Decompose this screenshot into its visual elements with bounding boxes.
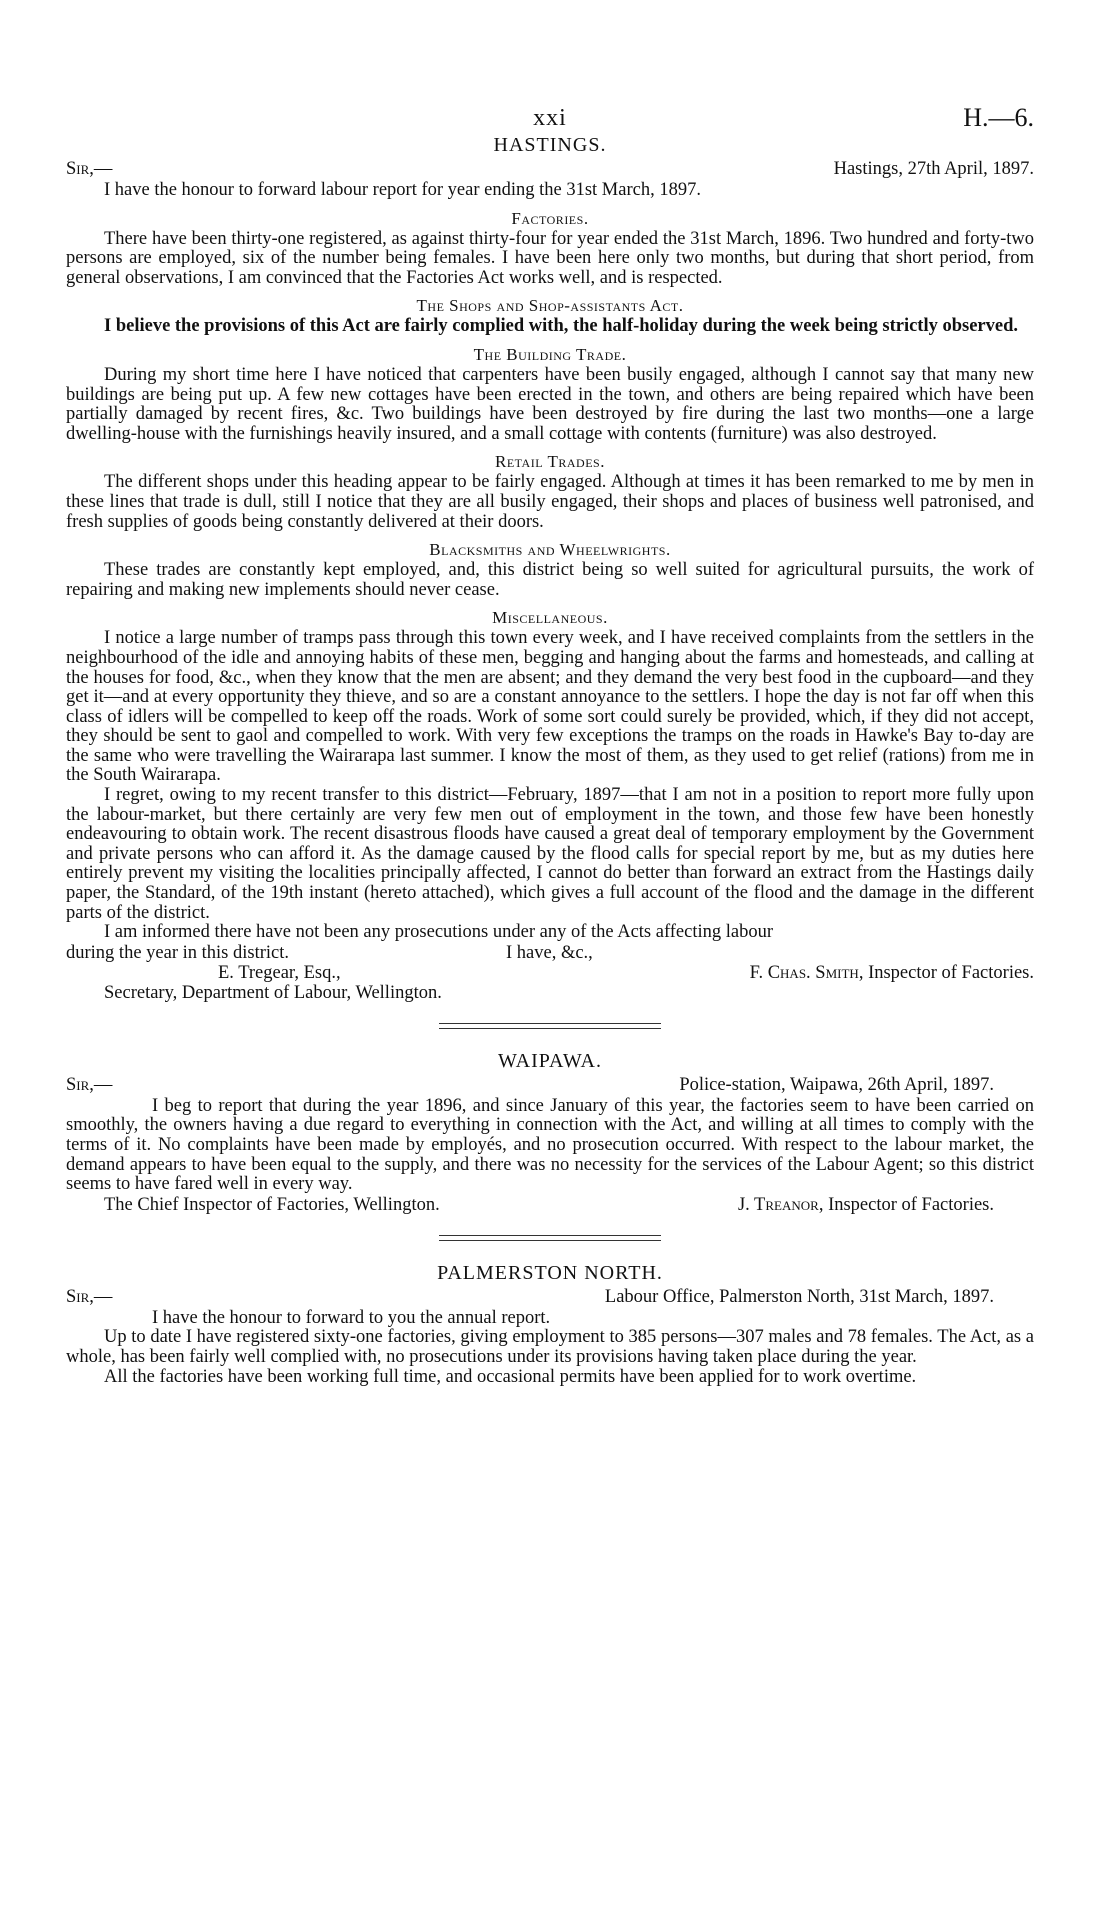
paragraph-retail-trades: The different shops under this heading appear to be fairly engaged. Although at times it has been remarked to me by men in these lines that trade is dull, still I notice that they are all busily engaged, their shops and places of business well patronised, and fresh supplies of goods being constantly delivered at their doors. — [66, 472, 1034, 532]
document-reference: H.—6. — [963, 103, 1034, 132]
dateline: Hastings, 27th April, 1897. — [833, 159, 1034, 179]
salutation-line — [66, 157, 1034, 181]
signatory-name: F. Chas. Smith — [749, 962, 859, 983]
paragraph-waipawa: I beg to report that during the year 1896, and since January of this year, the factories seem to have been carried on smoothly, the owners having a due regard to everything in connection with the Act, and willing at all times to comply with the terms of it. No complaints have been made by employés, and no prosecution occurred. With respect to the labour market, the demand appears to have been equal to the supply, and there was no necessity for the services of the Labour Agent; so this district seems to have fared well in every way. — [66, 1095, 1034, 1195]
salutation-line — [66, 1073, 1034, 1097]
section-heading-shops-act: The Shops and Shop-assistants Act. — [416, 296, 684, 316]
section-heading-factories: Factories. — [511, 208, 589, 228]
waipawa-report — [66, 1049, 1034, 1215]
dateline: Labour Office, Palmerston North, 31st March, 1897. — [604, 1286, 994, 1307]
salutation: Sir,— — [66, 1286, 113, 1307]
paragraph-palmerston-2: All the factories have been working full time, and occasional permits have been applied for to work overtime. — [104, 1366, 917, 1387]
dateline: Police-station, Waipawa, 26th April, 1897. — [679, 1074, 994, 1095]
palmerston-north-report — [66, 1261, 1034, 1387]
document-page — [66, 0, 1034, 1387]
signatory-name: J. Treanor — [737, 1194, 819, 1215]
paragraph-miscellaneous-1: I notice a large number of tramps pass through this town every week, and I have received complaints from the settlers in the neighbourhood of the idle and annoying habits of these men, begging and hanging about the farms and homesteads, and calling at the houses for food, &c., when they know that the men are absent; and they demand the very best food in the cupboard—and they get it—and at every opportunity they thieve, and so are a constant annoyance to the settlers. I hope the day is not far off when this class of idlers will be compelled to keep off the roads. Work of some sort could surely be provided, which, if they did not accept, they should be sent to gaol and compelled to work. With very few exceptions the tramps on the roads in Hawke's Bay to-day are the same who were travelling the Wairarapa last summer. I know the most of them, as they used to get relief (rations) from me in the South Wairarapa. — [66, 628, 1034, 786]
paragraph-palmerston-1: Up to date I have registered sixty-one factories, giving employment to 385 persons—307 males and 78 females. The Act, as a whole, has been fairly well complied with, no prosecutions under its provisions having taken place during the year. — [66, 1327, 1034, 1367]
signature-line — [66, 1195, 1034, 1215]
opening-paragraph: I have the honour to forward labour report for year ending the 31st March, 1897. — [104, 180, 701, 200]
section-divider — [439, 1023, 661, 1029]
page-number: xxi — [533, 105, 567, 131]
paragraph-miscellaneous-2: I regret, owing to my recent transfer to this district—February, 1897—that I am not in a position to report more fully upon the labour-market, but there certainly are very few men out of employment in the town, and those few have been honestly endeavouring to obtain work. The recent disastrous floods have caused a great deal of temporary employment by the Government and private persons who can afford it. As the damage caused by the flood calls for special report by me, but as my duties here entirely prevent my visiting the localities principally affected, I cannot do better than forward an extract from the Hastings daily paper, the Standard, of the 19th instant (hereto attached), which gives a full account of the flood and the damage in the different parts of the district. — [66, 785, 1034, 923]
paragraph-shops-act: I believe the provisions of this Act are fairly complied with, the half-holiday during the week being strictly observed. — [104, 316, 1019, 337]
section-heading-blacksmiths: Blacksmiths and Wheelwrights. — [429, 540, 671, 560]
town-heading-hastings: HASTINGS. — [493, 134, 607, 156]
signature — [738, 1195, 994, 1215]
paragraph-miscellaneous-3: I am informed there have not been any prosecutions under any of the Acts affecting labour — [104, 922, 774, 943]
paragraph-factories: There have been thirty-one registered, as against thirty-four for year ended the 31st March, 1896. Two hundred and forty-two persons are employed, six of the number being females. I have been here only two months, but during that short period, from general observations, I am convinced that the Factories Act works well, and is respected. — [66, 228, 1034, 288]
addressee: The Chief Inspector of Factories, Wellington. — [104, 1194, 440, 1215]
closing-line — [66, 943, 1034, 963]
section-divider — [439, 1235, 661, 1241]
closing-have: I have, &c., — [506, 942, 593, 963]
paragraph-building-trade: During my short time here I have noticed that carpenters have been busily engaged, although I cannot say that many new buildings are being put up. A few new cottages have been erected in the town, and others are being repaired which have been partially damaged by recent fires, &c. Two buildings have been destroyed by fire during the last two months—one a large dwelling-house with the furnishings heavily insured, and a small cottage with contents (furniture) was also destroyed. — [66, 364, 1034, 444]
salutation-line — [66, 1285, 1034, 1309]
signature-line — [66, 963, 1034, 983]
section-heading-building-trade: The Building Trade. — [473, 344, 627, 364]
salutation: Sir,— — [66, 159, 113, 179]
signatory-title: , Inspector of Factories. — [858, 962, 1034, 983]
hastings-report — [66, 133, 1034, 1003]
signatory-title: , Inspector of Factories. — [818, 1194, 994, 1215]
page-header — [66, 0, 1034, 133]
salutation: Sir,— — [66, 1074, 113, 1095]
town-heading-waipawa: WAIPAWA. — [498, 1049, 602, 1072]
addressee-line-2: Secretary, Department of Labour, Wellington. — [104, 982, 442, 1003]
section-heading-miscellaneous: Miscellaneous. — [492, 608, 608, 628]
closing-start: during the year in this district. — [66, 942, 289, 963]
signature — [750, 963, 1034, 983]
town-heading-palmerston-north: PALMERSTON NORTH. — [437, 1261, 663, 1284]
addressee: E. Tregear, Esq., — [218, 962, 341, 983]
section-heading-retail-trades: Retail Trades. — [495, 452, 605, 472]
paragraph-blacksmiths: These trades are constantly kept employed, and, this district being so well suited for agricultural pursuits, the work of repairing and making new implements should never cease. — [66, 560, 1034, 600]
opening-paragraph: I have the honour to forward to you the annual report. — [152, 1307, 551, 1328]
